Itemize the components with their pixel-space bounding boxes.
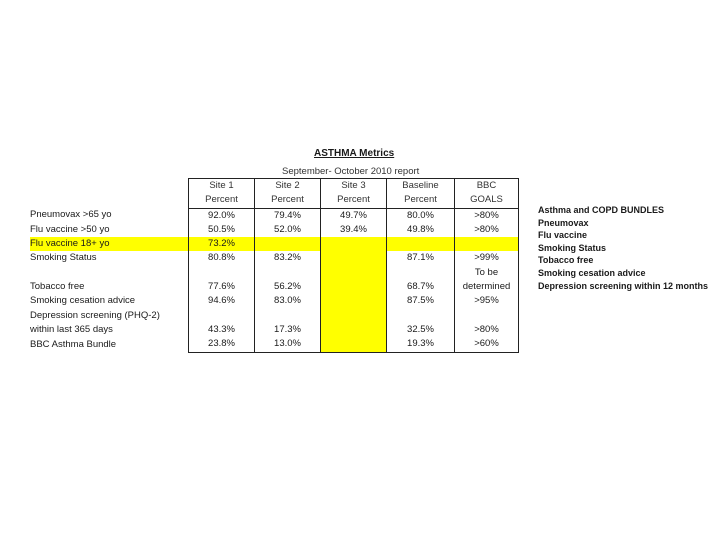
- bundle-item: Smoking Status: [538, 242, 607, 253]
- bundle-item: Depression screening within 12 months: [538, 280, 709, 291]
- bundle-item: Flu vaccine: [538, 230, 588, 241]
- table-row: [30, 280, 519, 294]
- table-cell: 13.0%: [255, 337, 321, 352]
- table-cell: >99%: [455, 251, 519, 265]
- bundle-item: Smoking cesation advice: [538, 267, 646, 278]
- table-cell: [321, 251, 387, 265]
- row-label: Flu vaccine 18+ yo: [30, 237, 189, 251]
- table-cell: [189, 309, 255, 323]
- table-row: [30, 208, 519, 223]
- table-cell: >80%: [455, 323, 519, 337]
- table-row: [30, 266, 519, 280]
- bundle-item: Pneumovax: [538, 217, 589, 228]
- table-cell: 80.0%: [387, 208, 455, 223]
- table-cell: 52.0%: [255, 223, 321, 237]
- table-cell: >80%: [455, 223, 519, 237]
- table-cell: 17.3%: [255, 323, 321, 337]
- table-cell: 50.5%: [189, 223, 255, 237]
- bundle-item: Tobacco free: [538, 255, 594, 266]
- table-cell: >80%: [455, 208, 519, 223]
- row-label: Tobacco free: [30, 281, 85, 293]
- table-cell: determined: [455, 280, 519, 294]
- table-cell: 79.4%: [255, 208, 321, 223]
- bundles-list: [538, 204, 708, 292]
- column-subheader: Percent: [189, 193, 255, 208]
- asthma-metrics-table: [30, 178, 519, 353]
- column-header-site3: Site 3: [321, 179, 387, 194]
- column-subheader: Percent: [321, 193, 387, 208]
- table-cell: [321, 280, 387, 294]
- row-label: BBC Asthma Bundle: [30, 338, 117, 350]
- table-cell: [255, 237, 321, 251]
- column-subheader: Percent: [255, 193, 321, 208]
- table-cell: 43.3%: [189, 323, 255, 337]
- column-header-site2: Site 2: [255, 179, 321, 194]
- table-cell: >60%: [455, 337, 519, 352]
- table-cell: 23.8%: [189, 337, 255, 352]
- table-cell: 73.2%: [189, 237, 255, 251]
- header-label-cell: [30, 179, 189, 194]
- table-cell: 68.7%: [387, 280, 455, 294]
- table-cell: [321, 323, 387, 337]
- table-row: [30, 251, 519, 265]
- table-cell: 83.2%: [255, 251, 321, 265]
- table-cell: 87.5%: [387, 294, 455, 308]
- table-cell: [387, 309, 455, 323]
- table-cell: 32.5%: [387, 323, 455, 337]
- table-cell: [321, 294, 387, 308]
- row-label: Flu vaccine >50 yo: [30, 223, 110, 235]
- column-subheader: Percent: [387, 193, 455, 208]
- header-row-2: [30, 193, 519, 208]
- table-cell: 87.1%: [387, 251, 455, 265]
- table-row: [30, 309, 519, 323]
- table-cell: >95%: [455, 294, 519, 308]
- table-cell: 49.7%: [321, 208, 387, 223]
- table-row: [30, 337, 519, 352]
- table-title: ASTHMA Metrics: [314, 148, 395, 159]
- table-cell: [387, 237, 455, 251]
- column-header-site1: Site 1: [189, 179, 255, 194]
- table-cell: 83.0%: [255, 294, 321, 308]
- table-cell: To be: [455, 266, 519, 280]
- row-label: Pneumovax >65 yo: [30, 209, 112, 221]
- table-cell: [455, 309, 519, 323]
- row-label: Smoking Status: [30, 252, 97, 264]
- table-cell: 92.0%: [189, 208, 255, 223]
- table-row: [30, 223, 519, 237]
- table-cell: 80.8%: [189, 251, 255, 265]
- table-cell: [255, 266, 321, 280]
- header-row-1: [30, 179, 519, 194]
- table-cell: 19.3%: [387, 337, 455, 352]
- column-subheader: GOALS: [455, 193, 519, 208]
- table-cell: 94.6%: [189, 294, 255, 308]
- table-cell: [255, 309, 321, 323]
- table-cell: [321, 337, 387, 352]
- table-cell: [321, 237, 387, 251]
- table-row: [30, 323, 519, 337]
- row-label: Depression screening (PHQ-2): [30, 309, 160, 321]
- bundles-title: Asthma and COPD BUNDLES: [538, 205, 665, 215]
- table-cell: 39.4%: [321, 223, 387, 237]
- table-row: [30, 294, 519, 308]
- table-cell: 77.6%: [189, 280, 255, 294]
- column-header-goals: BBC: [455, 179, 519, 194]
- row-label: within last 365 days: [30, 323, 113, 335]
- table-cell: [455, 237, 519, 251]
- table-cell: [321, 266, 387, 280]
- table-cell: 56.2%: [255, 280, 321, 294]
- column-header-baseline: Baseline: [387, 179, 455, 194]
- table-cell: 49.8%: [387, 223, 455, 237]
- row-label: Smoking cesation advice: [30, 295, 136, 307]
- table-cell: [387, 266, 455, 280]
- row-label: [30, 266, 189, 280]
- table-subtitle: September- October 2010 report: [282, 166, 420, 177]
- table-cell: [321, 309, 387, 323]
- table-row-highlighted: [30, 237, 519, 251]
- table-cell: [189, 266, 255, 280]
